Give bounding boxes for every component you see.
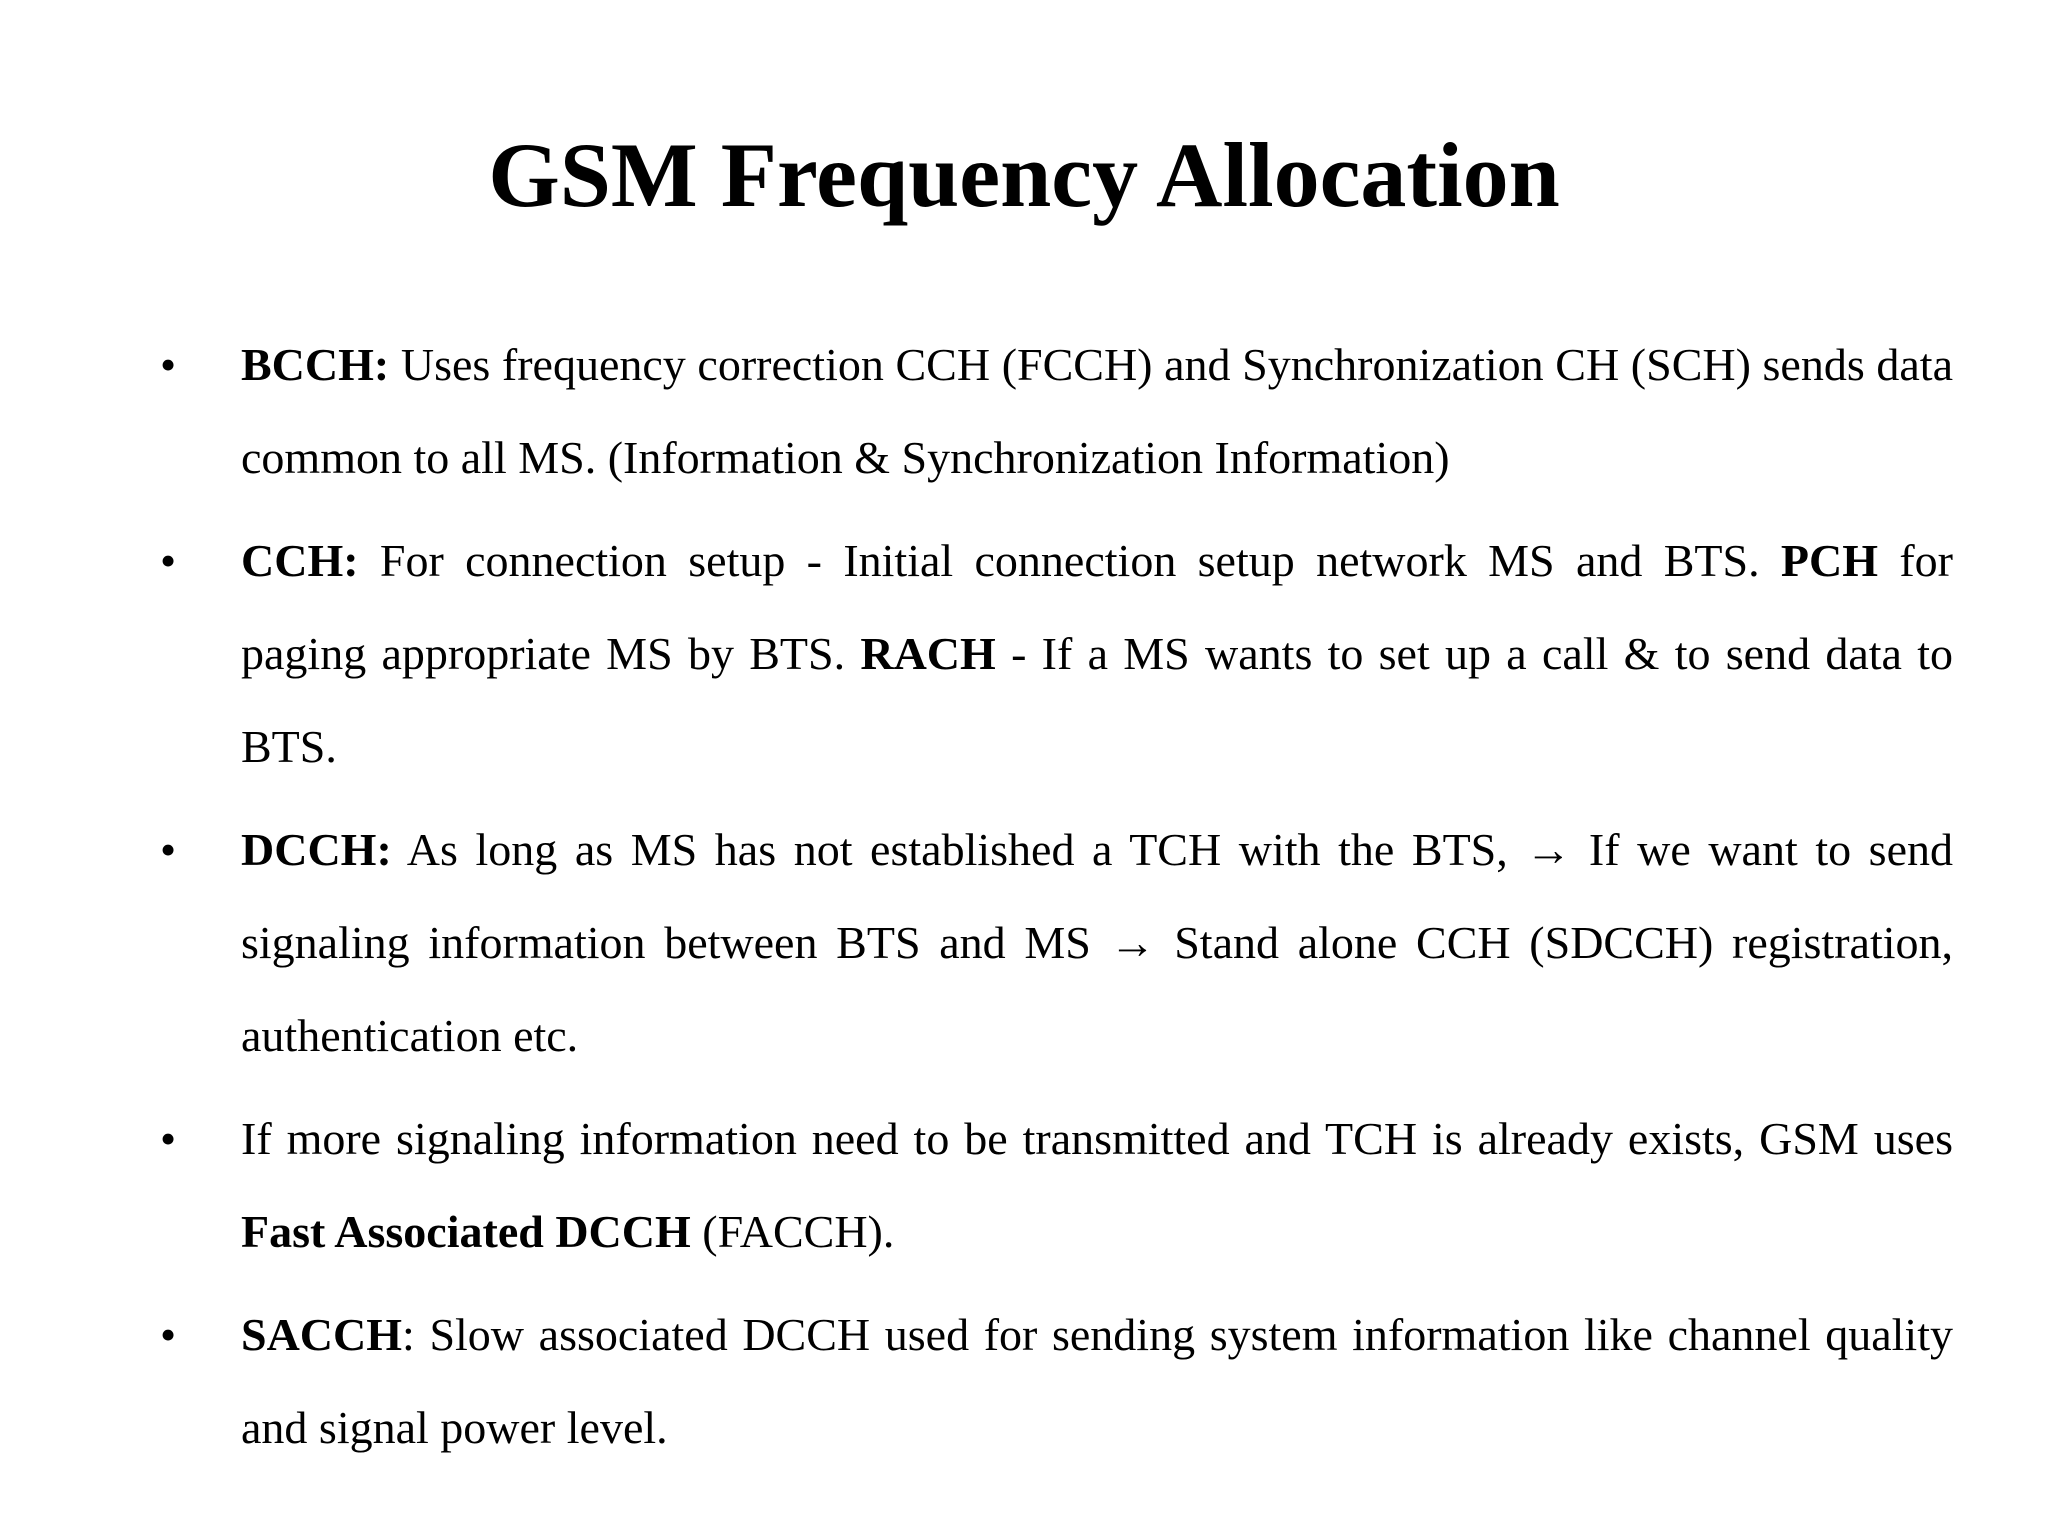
bullet-text [241,1288,1953,1474]
bullet-body: - If a MS wants to set up a call & to send data to BTS. [241,628,1954,772]
bullet-dot-icon: • [160,535,177,586]
bullet-text [241,318,1953,504]
bullet-dot-icon: • [160,824,177,875]
bullet-body: : Slow associated DCCH used for sending system information like channel quality and signal power level. [241,1309,1953,1453]
bullet-dot-icon: • [160,339,177,390]
bullet-item-facch [0,1092,2048,1278]
bullet-body: If more signaling information need to be transmitted and TCH is already exists, GSM uses [241,1113,1953,1164]
bullet-text [241,803,1953,1082]
bullet-term: SACCH [241,1309,403,1360]
bullet-dot-icon: • [160,1113,177,1164]
bullet-body: for paging appropriate MS by BTS. [241,535,1953,679]
bullet-list [0,318,2048,1484]
slide-title: GSM Frequency Allocation [488,124,1560,226]
bullet-term-rach: RACH [860,628,996,679]
bullet-term: CCH: [241,535,359,586]
bullet-text [241,514,1953,793]
bullet-dot-icon: • [160,1309,177,1360]
bullet-text [241,1092,1953,1278]
bullet-body: (FACCH). [690,1206,895,1257]
bullet-item-bcch [0,318,2048,504]
bullet-item-sacch [0,1288,2048,1474]
bullet-body: Uses frequency correction CCH (FCCH) and Synchronization CH (SCH) sends data common to all MS. (Information & Synchronization Information) [241,339,1953,483]
bullet-term: Fast Associated DCCH [241,1206,691,1257]
bullet-term: DCCH: [241,824,392,875]
bullet-term-pch: PCH [1780,535,1879,586]
bullet-body: As long as MS has not established a TCH with the BTS, → If we want to send signaling information between BTS and MS → Stand alone CCH (SDCCH) registration, authentication etc. [241,824,1953,1061]
bullet-item-cch [0,514,2048,793]
bullet-item-dcch [0,803,2048,1082]
bullet-term: BCCH: [241,339,390,390]
bullet-body: For connection setup - Initial connection setup network MS and BTS. [358,535,1781,586]
